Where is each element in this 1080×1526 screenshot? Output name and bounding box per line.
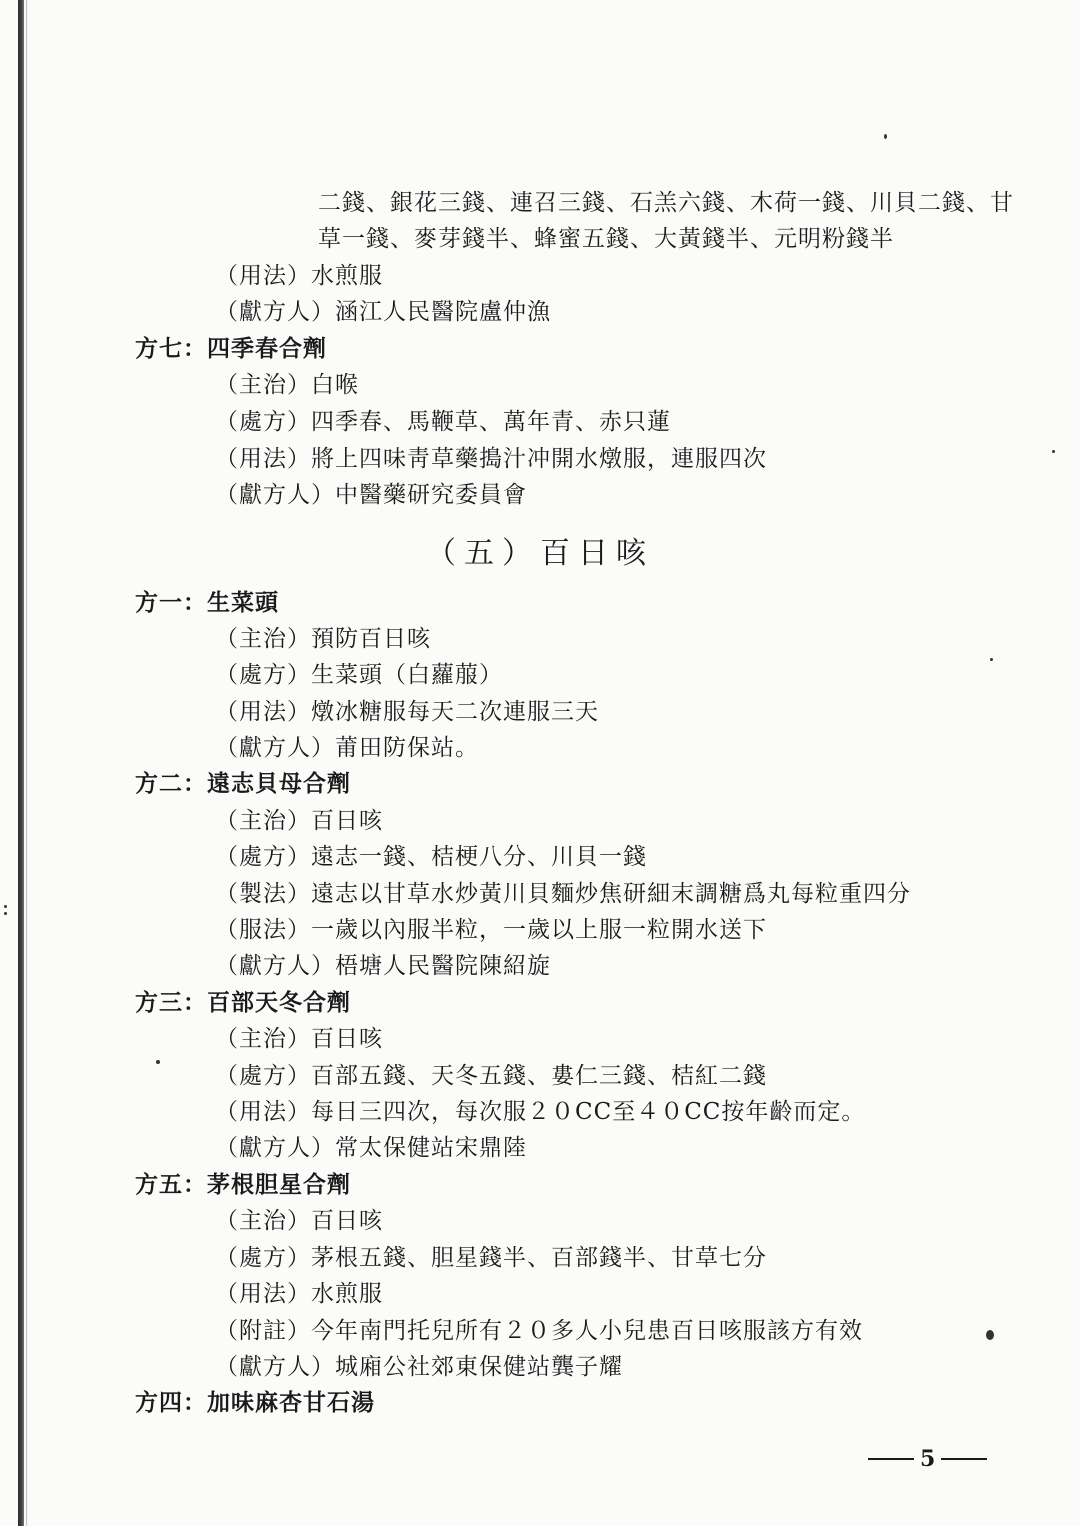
prescription-detail: （處方）遠志一錢、桔梗八分、川貝一錢 — [215, 844, 647, 870]
binding-edge — [18, 0, 24, 1526]
scan-speck — [4, 912, 7, 915]
scan-speck — [884, 134, 887, 139]
prescription-detail: （處方）茅根五錢、胆星錢半、百部錢半、甘草七分 — [215, 1245, 767, 1271]
page-number-dash-right — [941, 1458, 987, 1460]
prescription-heading: 方五：茅根胆星合劑 — [135, 1171, 351, 1198]
continuation-line: 二錢、銀花三錢、連召三錢、石羔六錢、木荷一錢、川貝二錢、甘 — [318, 190, 1014, 216]
prescription-detail: （服法）一歲以內服半粒，一歲以上服一粒開水送下 — [215, 917, 767, 943]
scan-speck — [1052, 450, 1055, 453]
prescription-heading: 方一：生菜頭 — [135, 589, 279, 616]
scan-speck — [156, 1060, 160, 1064]
prescription-detail: （附註）今年南門托兒所有２０多人小兒患百日咳服該方有效 — [215, 1318, 863, 1344]
scan-speck — [986, 1330, 994, 1340]
prescription-detail: （獻方人）常太保健站宋鼎陸 — [215, 1135, 527, 1161]
prescription-detail: （主治）白喉 — [215, 372, 359, 398]
prescription-detail: （用法）燉冰糖服每天二次連服三天 — [215, 699, 599, 725]
scan-speck — [4, 905, 7, 908]
prescription-detail: （製法）遠志以甘草水炒黃川貝麵炒焦研細末調糖爲丸每粒重四分 — [215, 881, 911, 907]
prescription-detail: （主治）百日咳 — [215, 808, 383, 834]
prescription-detail: （用法）將上四味靑草藥搗汁冲開水燉服，連服四次 — [215, 446, 767, 472]
prescription-detail: （處方）四季春、馬鞭草、萬年青、赤只蓮 — [215, 409, 671, 435]
prescription-heading: 方四：加味麻杏甘石湯 — [135, 1389, 375, 1416]
prescription-detail: （用法）水煎服 — [215, 1281, 383, 1307]
page-number — [868, 1446, 987, 1472]
prescription-detail: （處方）生菜頭（白蘿菔） — [215, 662, 503, 688]
scan-speck — [990, 658, 993, 661]
prescription-detail: （獻方人）涵江人民醫院盧仲漁 — [215, 299, 551, 325]
prescription-detail: （主治）預防百日咳 — [215, 626, 431, 652]
prescription-heading: 方七：四季春合劑 — [135, 335, 327, 362]
binding-edge-shadow — [26, 0, 27, 1526]
continuation-line: 草一錢、麥芽錢半、蜂蜜五錢、大黃錢半、元明粉錢半 — [318, 226, 894, 252]
prescription-detail: （獻方人）梧塘人民醫院陳紹旋 — [215, 953, 551, 979]
page-number-dash-left — [868, 1458, 914, 1460]
prescription-detail: （主治）百日咳 — [215, 1208, 383, 1234]
section-title: （五）百日咳 — [426, 536, 654, 571]
prescription-detail: （獻方人）莆田防保站。 — [215, 735, 479, 761]
prescription-detail: （用法）水煎服 — [215, 263, 383, 289]
page-number-value: 5 — [920, 1446, 936, 1472]
prescription-detail: （獻方人）中醫藥研究委員會 — [215, 482, 527, 508]
prescription-detail: （處方）百部五錢、天冬五錢、婁仁三錢、桔紅二錢 — [215, 1063, 767, 1089]
prescription-heading: 方三：百部天冬合劑 — [135, 989, 351, 1016]
prescription-detail: （獻方人）城廂公社郊東保健站龔子耀 — [215, 1354, 623, 1380]
prescription-heading: 方二：遠志貝母合劑 — [135, 770, 351, 797]
prescription-detail: （用法）每日三四次，每次服２０CC至４０CC按年齡而定。 — [215, 1099, 866, 1125]
prescription-detail: （主治）百日咳 — [215, 1026, 383, 1052]
